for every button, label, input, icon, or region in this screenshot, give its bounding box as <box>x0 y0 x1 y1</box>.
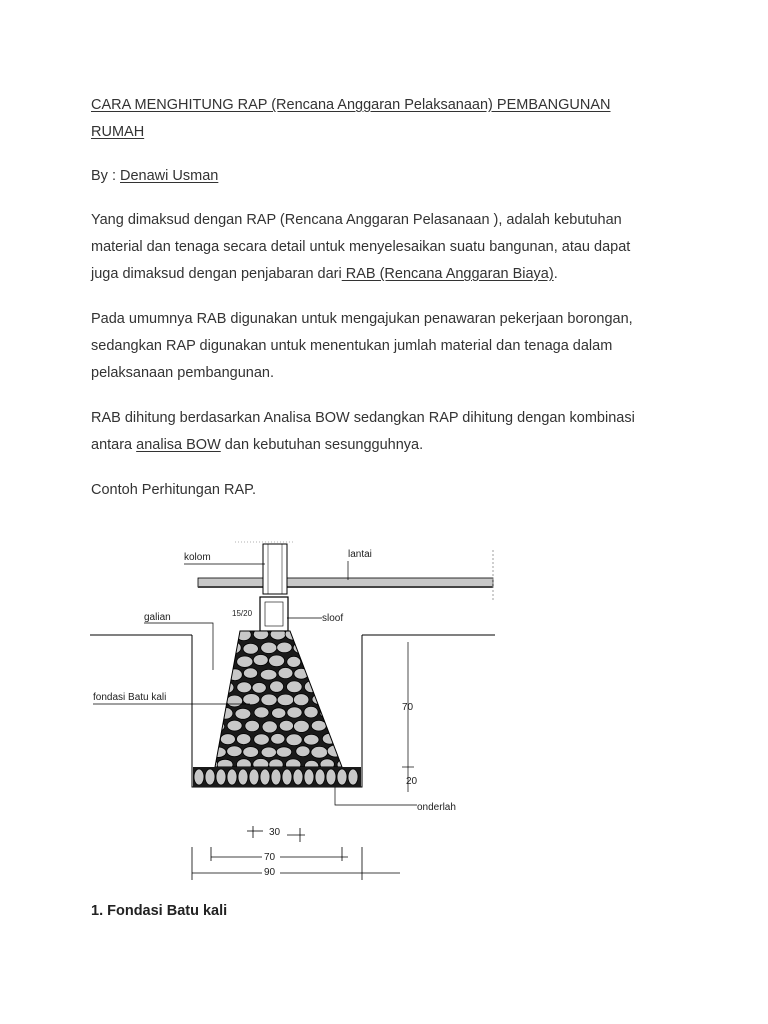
stone <box>286 734 302 746</box>
lantai-label: lantai <box>348 549 372 560</box>
stone <box>321 656 337 667</box>
stone <box>201 655 217 666</box>
stone <box>220 734 235 745</box>
onderlah-stone <box>293 769 303 785</box>
paragraph-rap-definition <box>91 207 671 288</box>
onderlah-stones <box>194 769 358 785</box>
onderlah-stone <box>238 769 248 785</box>
stone <box>271 734 285 745</box>
onderlah-stone <box>260 769 270 785</box>
stone <box>329 668 344 679</box>
stone <box>227 720 242 731</box>
onderlah-stone <box>249 769 259 785</box>
stone <box>252 683 266 694</box>
stone <box>278 668 293 679</box>
p2-line-2: sedangkan RAP digunakan untuk menentukan jumlah material dan tenaga dalam <box>91 338 613 354</box>
stone <box>262 721 277 733</box>
stone <box>330 720 346 732</box>
stone <box>243 694 260 705</box>
width-30-label: 30 <box>269 827 281 838</box>
stone <box>269 655 285 667</box>
stone <box>329 643 344 654</box>
stone <box>202 733 216 745</box>
stone <box>338 707 353 717</box>
stone <box>204 708 218 719</box>
byline <box>91 163 671 190</box>
stone <box>227 642 241 654</box>
stone <box>245 720 260 731</box>
stone <box>202 630 216 641</box>
stone <box>210 642 224 654</box>
byline-prefix: By : <box>91 168 121 184</box>
p1-line-3: juga dimaksud dengan penjabaran dari <box>91 266 342 282</box>
stone <box>237 682 252 693</box>
stone <box>237 656 253 667</box>
p3-line-2-end: dan kebutuhan sesungguhnya. <box>220 437 424 453</box>
onderlah-stone <box>216 769 226 785</box>
stone <box>253 655 268 666</box>
onderlah-stone <box>326 769 336 785</box>
paragraph-rab-usage <box>91 306 671 387</box>
stone <box>328 695 343 705</box>
stone <box>313 642 328 653</box>
stone <box>237 734 251 745</box>
title-line-2: RUMAH <box>91 124 145 140</box>
stone <box>304 706 318 718</box>
stone <box>304 734 319 745</box>
stone <box>296 746 310 757</box>
sloof-size-label: 15/20 <box>232 609 253 618</box>
onderlah-stone <box>205 769 215 785</box>
galian-label: galian <box>144 612 171 623</box>
stone <box>287 681 303 693</box>
stone <box>302 630 319 641</box>
onderlah-stone <box>304 769 314 785</box>
stone <box>311 720 326 731</box>
stone <box>279 720 293 731</box>
onderlah-stone <box>337 769 347 785</box>
stone <box>313 668 327 678</box>
onderlah-leader <box>335 787 417 805</box>
analisa-bow-link[interactable]: analisa BOW <box>136 437 221 453</box>
p3-line-1: RAB dihitung berdasarkan Analisa BOW sedangkan RAP dihitung dengan kombinasi <box>91 410 635 426</box>
stone <box>276 747 291 757</box>
stone <box>227 746 242 757</box>
foundation-diagram <box>80 530 520 880</box>
galian-leader <box>144 623 213 670</box>
stone <box>337 682 354 693</box>
column <box>263 544 287 594</box>
stone <box>270 681 284 692</box>
fondasi-label: fondasi Batu kali <box>93 692 167 703</box>
height-20-label: 20 <box>406 776 418 787</box>
rab-link[interactable]: RAB (Rencana Anggaran Biaya) <box>341 266 554 282</box>
stone <box>294 720 310 732</box>
title-line-1: CARA MENGHITUNG RAP (Rencana Anggaran Pelaksanaan) PEMBANGUNAN <box>91 97 611 113</box>
stone <box>261 694 277 706</box>
stone <box>337 631 352 642</box>
stone <box>311 746 328 758</box>
stone <box>287 707 302 718</box>
stone <box>243 747 259 758</box>
document-title <box>91 92 651 146</box>
p4-text: Contoh Perhitungan RAP. <box>91 482 256 498</box>
stone <box>243 643 258 654</box>
stone <box>293 642 309 653</box>
stone <box>235 708 251 719</box>
stone <box>227 695 243 707</box>
stone <box>294 694 309 706</box>
paragraph-example <box>91 477 671 504</box>
stone <box>277 642 292 653</box>
stone <box>321 681 338 692</box>
kolom-label: kolom <box>184 552 211 563</box>
width-90-label: 90 <box>264 867 276 878</box>
onderlah-stone <box>227 769 237 785</box>
stone <box>228 669 243 681</box>
stone <box>272 708 286 719</box>
floor-slab <box>198 578 493 587</box>
stone <box>218 656 235 668</box>
stone <box>261 747 276 758</box>
stone <box>254 734 270 745</box>
stone <box>254 707 269 718</box>
stone-foundation <box>201 628 354 771</box>
p3-line-2: antara <box>91 437 137 453</box>
onderlah-stone <box>315 769 325 785</box>
stone <box>337 733 352 745</box>
p2-line-1: Pada umumnya RAB digunakan untuk mengajukan penawaran pekerjaan borongan, <box>91 311 633 327</box>
p1-line-3-end: . <box>553 266 558 282</box>
p1-line-2: material dan tenaga secara detail untuk menyelesaikan suatu bangunan, atau dapat <box>91 239 631 255</box>
author-link[interactable]: Denawi Usman <box>120 168 219 184</box>
height-70-label: 70 <box>402 702 414 713</box>
p1-line-1: Yang dimaksud dengan RAP (Rencana Anggaran Pelasanaan ), adalah kebutuhan <box>91 212 622 228</box>
paragraph-bow <box>91 405 671 459</box>
stone <box>261 642 277 653</box>
stone <box>219 629 233 641</box>
width-70-label: 70 <box>264 852 276 863</box>
stone <box>243 668 257 678</box>
section-heading: 1. Fondasi Batu kali <box>91 903 228 919</box>
stone <box>277 694 294 706</box>
p2-line-3: pelaksanaan pembangunan. <box>91 365 275 381</box>
stone <box>320 630 336 641</box>
stone <box>336 656 353 667</box>
stone <box>287 656 301 667</box>
stone <box>260 669 277 680</box>
onderlah-stone <box>282 769 292 785</box>
stone <box>219 682 234 694</box>
onderlah-stone <box>194 769 204 785</box>
stone <box>208 668 224 680</box>
stone <box>209 695 225 707</box>
onderlah-stone <box>348 769 358 785</box>
stone <box>305 655 319 667</box>
onderlah-stone <box>271 769 281 785</box>
sloof-label: sloof <box>322 613 344 624</box>
stone <box>202 681 216 693</box>
onderlah-label: onderlah <box>417 802 456 813</box>
